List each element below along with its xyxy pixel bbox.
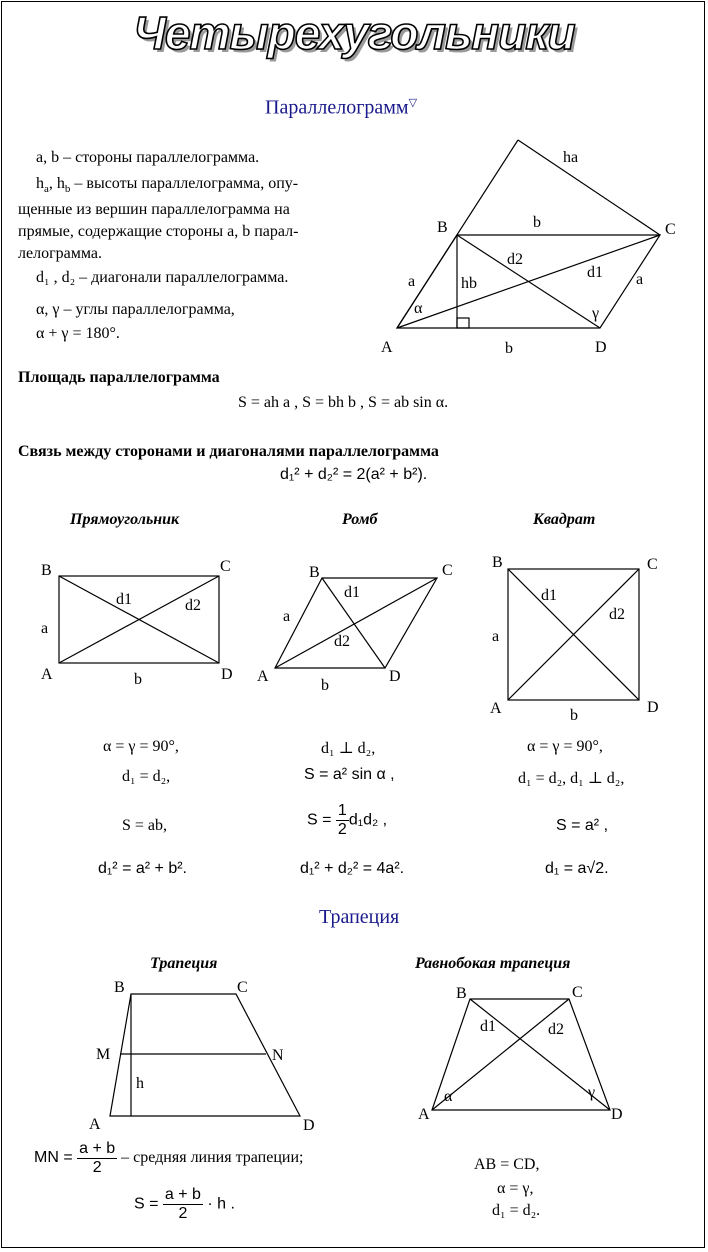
relation-formula: d₁² + d₂² = 2(a² + b²). [280,466,428,483]
rhomb-formula-area-sin: S = a² sin α , [304,766,395,783]
rectangle-heading: Прямоугольник [70,511,180,528]
isosceles-heading: Равнобокая трапеция [415,955,571,972]
trap-vertex-b: B [114,979,125,996]
square-side-a: a [492,628,500,645]
label-d2: d2 [507,251,523,268]
vertex-b: B [437,219,448,236]
rect-formula-angles: α = γ = 90°, [103,738,179,755]
iso-diagonal-1 [432,999,569,1110]
rhomb-d2: d2 [334,633,350,650]
area-formula: S = ah a , S = bh b , S = ab sin α. [238,394,449,411]
trapezoid-heading: Трапеция [150,955,218,972]
iso-formula-diagonals: d₁ = d₂. [492,1202,541,1219]
desc-angle-sum: α + γ = 180°. [36,325,120,342]
square-formula-diagonals: d₁ = d₂, d₁ ⊥ d₂, [518,770,625,787]
iso-alpha: α [444,1088,453,1105]
trap-label-h: h [136,1075,144,1092]
desc-heights: $h_a$, $h_b$ – высоты параллелограмма, опу- [36,175,299,196]
side-b-top: b [533,214,541,231]
square-formula-area: S = a² , [556,817,609,834]
relation-heading: Связь между сторонами и диагоналями параллелограмма [18,443,439,460]
rect-side-b: b [134,671,142,688]
iso-vertex-b: B [456,985,467,1002]
rhomb-d1: d1 [344,584,360,601]
trap-point-m: M [96,1046,111,1063]
label-ha: ha [563,149,579,166]
rhomb-vertex-d: D [389,668,401,685]
desc-angles: α, γ – углы параллелограмма, [36,301,235,318]
side-b-bottom: b [505,340,513,357]
isosceles-figure [418,984,623,1123]
trap-point-n: N [272,1047,284,1064]
rhomb-side-b: b [321,677,329,694]
iso-formula-angles: α = γ, [497,1180,534,1197]
rect-d2: d2 [185,597,201,614]
side-a-right: a [636,271,644,288]
iso-formula-sides: AB = CD, [474,1156,540,1173]
rect-formula-area: S = ab, [122,817,168,834]
trap-vertex-c: C [237,979,248,996]
rhomb-formula-perp: d₁ ⊥ d₂, [321,740,376,757]
label-d1: d1 [587,264,603,281]
page-title: Четырехугольники [133,7,575,59]
trap-vertex-d: D [303,1117,315,1134]
iso-gamma: γ [588,1084,596,1101]
parallelogram-heading: Параллелограмм▽ [265,96,418,119]
desc-heights-4: лелограмма. [18,245,102,262]
rhomb-vertex-a: A [257,668,269,685]
square-vertex-a: A [490,700,502,717]
vertex-d: D [595,339,607,356]
rect-formula-diagonals: d₁ = d₂, [122,768,171,785]
label-gamma: γ [592,305,600,322]
iso-vertex-c: C [572,984,583,1001]
side-a-left: a [408,273,416,290]
iso-vertex-d: D [611,1106,623,1123]
trapezoid-section-heading: Трапеция [319,906,400,928]
square-d2: d2 [609,606,625,623]
rhomb-formula-diag-sum: d₁² + d₂² = 4a². [300,860,405,877]
label-hb: hb [461,275,477,292]
desc-heights-2: щенные из вершин параллелограмма на [18,201,290,218]
rect-vertex-a: A [41,666,53,683]
trapezoid-area-formula: S = $\frac{a + b}{2}$ · h . [134,1186,235,1222]
square-vertex-d: D [647,699,659,716]
area-heading: Площадь параллелограмма [18,369,220,386]
rhomb-vertex-c: C [442,562,453,579]
rect-vertex-b: B [41,562,52,579]
iso-d1: d1 [480,1018,496,1035]
square-vertex-c: C [647,556,658,573]
rhomb-side-a: a [283,608,291,625]
rhomb-formula-area-diag: S = $\frac{1}{2}$ d₁d₂ , [307,802,388,838]
heading-mark: ▽ [408,97,418,109]
rect-vertex-d: D [221,666,233,683]
rect-formula-pythagoras: d₁² = a² + b². [98,860,187,877]
rhombus-heading: Ромб [342,511,378,528]
square-d1: d1 [541,587,557,604]
rect-vertex-c: C [220,558,231,575]
iso-d2: d2 [548,1021,564,1038]
vertex-a: A [381,339,393,356]
square-formula-diagonal: d₁ = a√2. [545,860,609,877]
rect-d1: d1 [116,591,132,608]
square-heading: Квадрат [533,511,596,528]
label-alpha: α [414,300,423,317]
desc-heights-3: прямые, содержащие стороны a, b парал- [18,223,299,240]
trap-vertex-a: A [89,1116,101,1133]
square-side-b: b [570,707,578,724]
desc-sides: a, b – стороны параллелограмма. [36,149,260,166]
iso-vertex-a: A [418,1106,430,1123]
square-vertex-b: B [492,554,503,571]
isosceles-outline [432,999,610,1110]
vertex-c: C [665,221,676,238]
square-formula-angles: α = γ = 90°, [527,738,603,755]
trapezoid-figure [89,979,315,1134]
midline-formula: MN = $\frac{a + b}{2}$ – средняя линия трапеции; [34,1140,304,1176]
rhomb-vertex-b: B [309,564,320,581]
desc-diagonals: d₁ , d₂ – диагонали параллелограмма. [36,269,289,286]
rect-side-a: a [41,620,49,637]
